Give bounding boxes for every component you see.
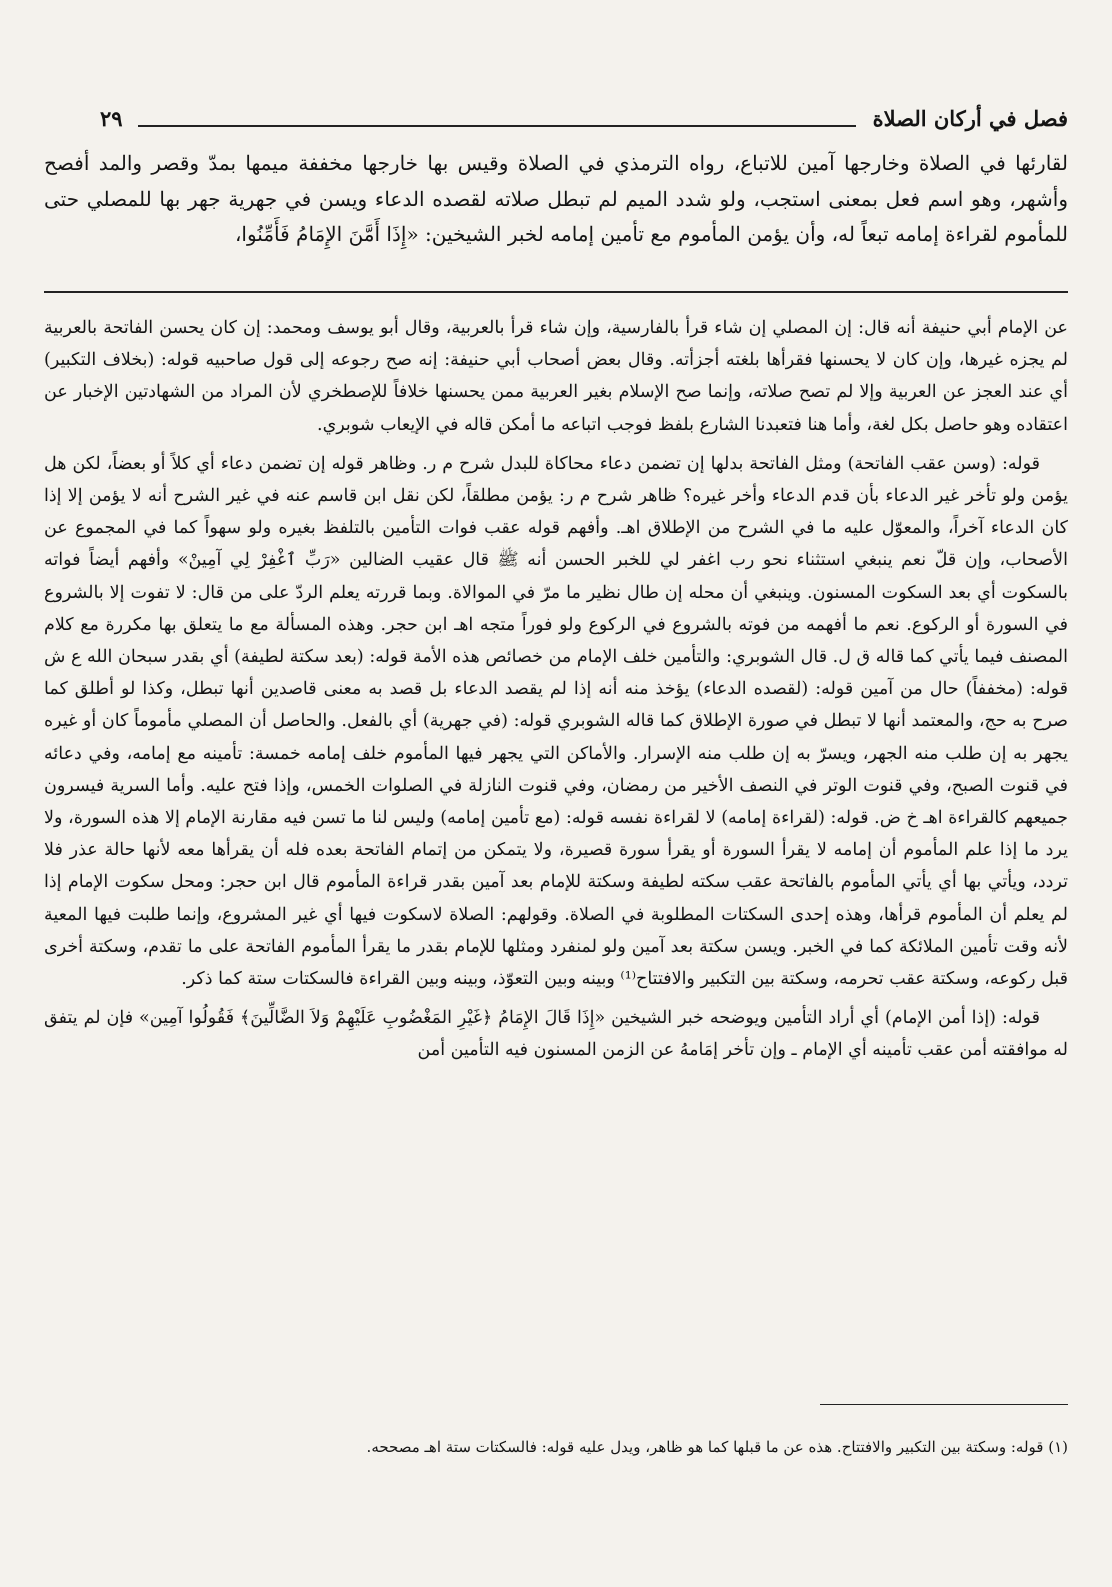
page-number: ٢٩ [100, 106, 123, 131]
header-rule [138, 125, 856, 127]
main-text: لقارئها في الصلاة وخارجها آمين للاتباع، رواه الترمذي في الصلاة وقيس بها خارجها مخففة ميمها بمدّ وقصر والمد أفصح وأشهر، وهو اسم فعل بمعنى استجب، ولو شدد الميم لم تبطل صلاته لقصده الدعاء ويسن في جهرية جهر بها للمصلي حتى للمأموم لقراءة إمامه تبعاً له، وأن يؤمن المأموم مع تأمين إمامه لخبر الشيخين: «إِذَا أَمَّنَ الإِمَامُ فَأَمِّنُوا، [44, 151, 1068, 246]
footnote: (١) قوله: وسكتة بين التكبير والافتتاح. هذه عن ما قبلها كما هو ظاهر، ويدل عليه قوله: فالسكتات ستة اهـ مصححه. [366, 1438, 1068, 1456]
footnote-divider [820, 1404, 1068, 1405]
commentary [44, 312, 1068, 1074]
chapter-title: فصل في أركان الصلاة [872, 106, 1068, 131]
commentary-paragraph-1: عن الإمام أبي حنيفة أنه قال: إن المصلي إن شاء قرأ بالفارسية، وإن شاء قرأ بالعربية، وقال أبو يوسف ومحمد: إن كان يحسن الفاتحة بالعربية لم يجزه غيرها، وإن كان لا يحسنها فقرأها بلغته أجزأته. وقال بعض أصحاب أبي حنيفة: إنه صح رجوعه إلى قول صاحبيه قوله: (بخلاف التكبير) أي عند العجز عن العربية وإلا لم تصح صلاته، وإنما صح الإسلام بغير العربية ممن يحسنها خلافاً للإصطخري لأن المراد من الشهادتين الإخبار عن اعتقاده وهو حاصل بكل لغة، وأما هنا فتعبدنا الشارع بلفظ فوجب اتباعه ما أمكن قاله في الإيعاب شوبري. [44, 318, 1068, 435]
commentary-paragraph-2: قوله: (وسن عقب الفاتحة) ومثل الفاتحة بدلها إن تضمن دعاء محاكاة للبدل شرح م ر. وظاهر قوله إن تضمن دعاء أي كلاً أو بعضاً، لكن هل يؤمن ولو تأخر غير الدعاء بأن قدم الدعاء وأخر غيره؟ ظاهر شرح م ر: يؤمن مطلقاً، لكن نقل ابن قاسم عنه في غير الشرح أنه لا يؤمن إلا إذا كان الدعاء آخراً، والمعوّل عليه ما في الشرح من الإطلاق اهـ. وأفهم قوله عقب فوات التأمين بالتلفظ بغيره ولو سهواً كما في المجموع عن الأصحاب، وإن قلّ نعم ينبغي استثناء نحو رب اغفر لي للخبر الحسن أنه ﷺ قال عقيب الضالين «رَبِّ ٱغْفِرْ لِي آمِينْ» وأفهم أيضاً فواته بالسكوت أي بعد السكوت المسنون. وينبغي أن محله إن طال نظير ما مرّ في الموالاة. وبما قررته يعلم الردّ على من قال: لا تفوت إلا بالشروع في السورة أو الركوع. نعم ما أفهمه من فوته بالشروع في الركوع ولو فوراً متجه اهـ ابن حجر. وهذه المسألة مع ما يتعلق بها مكررة مع كلام المصنف فيما يأتي كما قاله ق ل. قال الشوبري: والتأمين خلف الإمام من خصائص هذه الأمة قوله: (بعد سكتة لطيفة) أي بقدر سبحان الله ع ش قوله: (مخففاً) حال من آمين قوله: (لقصده الدعاء) يؤخذ منه أنه إذا لم يقصد الدعاء بل قصد به معنى قاصدين أنها تبطل، وكذا لو أطلق كما صرح به حج، والمعتمد أنها لا تبطل في صورة الإطلاق كما قاله الشوبري قوله: (في جهرية) أي بالفعل. والحاصل أن المصلي مأموماً كان أو غيره يجهر به إن طلب منه الجهر، ويسرّ به إن طلب منه الإسرار. والأماكن التي يجهر فيها المأموم خلف إمامه خمسة: تأمينه مع إمامه، وفي دعائه في قنوت الصبح، وفي قنوت الوتر في النصف الأخير من رمضان، وفي قنوت النازلة في الصلوات الخمس، وإذا فتح عليه. وأما السرية فيسرون جميعهم كالقراءة اهـ خ ض. قوله: (لقراءة إمامه) لا لقراءة نفسه قوله: (مع تأمين إمامه) وليس لنا ما تسن فيه مقارنة الإمام إلا هذه السورة، ولا يرد ما إذا علم المأموم أن إمامه لا يقرأ السورة أو يقرأ سورة قصيرة، ولا يتمكن من إتمام الفاتحة بعده فله أن يقرأها معه لأنها حالة عذر فلا تردد، ويأتي بها أي يأتي المأموم بالفاتحة عقب سكته لطيفة وسكتة للإمام بعد آمين بقدر قراءة المأموم قال ابن حجر: ومحل سكوت الإمام إذا لم يعلم أن المأموم قرأها، وهذه إحدى السكتات المطلوبة في الصلاة. وقولهم: الصلاة لاسكوت فيها أي غير المشروع، وإنما طلبت فيها المعية لأنه وقت تأمين الملائكة كما في الخبر. ويسن سكتة بعد آمين ولو لمنفرد ومثلها للإمام بقدر ما يقرأ المأموم الفاتحة على ما تقدم، وسكتة أخرى قبل ركوعه، وسكتة عقب تحرمه، وسكتة بين التكبير والافتتاح⁽¹⁾ وبينه وبين التعوّذ، وبينه وبين القراءة فالسكتات ستة كما ذكر. [44, 453, 1068, 990]
main-divider [44, 291, 1068, 293]
commentary-paragraph-3: قوله: (إذا أمن الإمام) أي أراد التأمين ويوضحه خبر الشيخين «إِذَا قَالَ الإِمَامُ ﴿غَيْرِ المَغْضُوبِ عَلَيْهِمْ وَلاَ الضَّالِّينَ﴾ فَقُولُوا آمِين» فإن لم يتفق له موافقته أمن عقب تأمينه أي الإمام ـ وإن تأخر إمَامهُ عن الزمن المسنون فيه التأمين أمن [44, 1008, 1068, 1061]
